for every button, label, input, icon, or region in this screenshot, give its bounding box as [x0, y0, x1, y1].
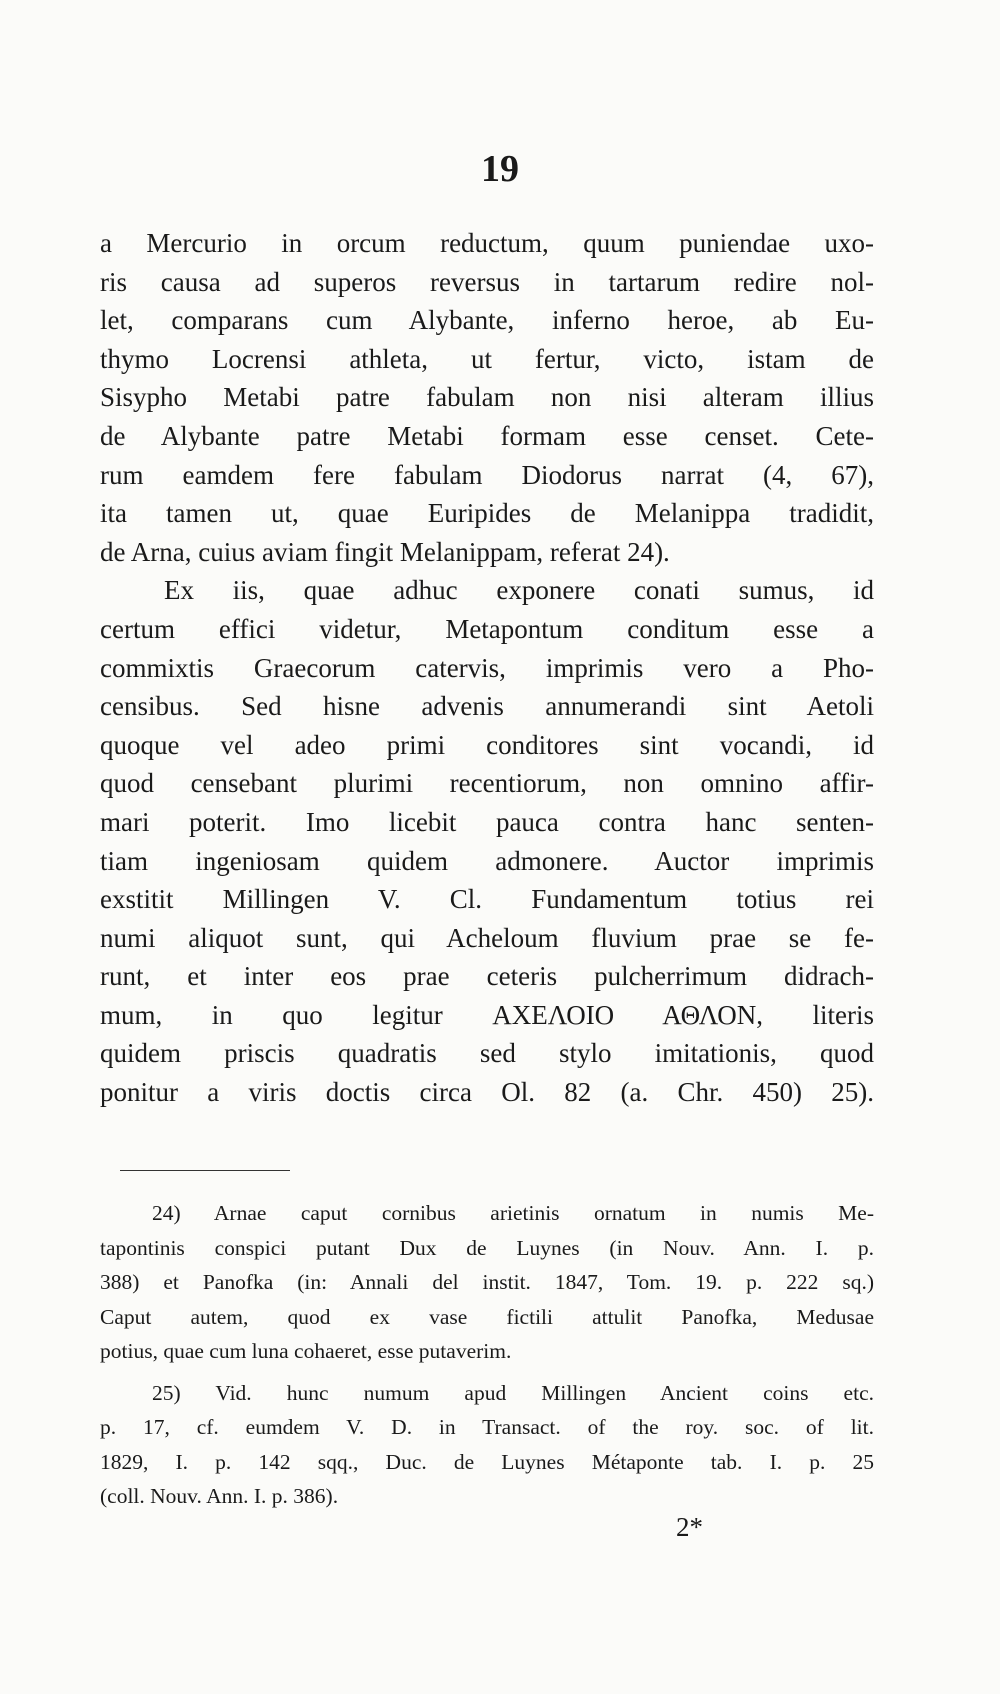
text-line: quod censebant plurimi recentiorum, non omnino affir- [100, 768, 874, 799]
text-line: certum effici videtur, Metapontum conditum esse a [100, 613, 874, 644]
text-line: exstitit Millingen V. Cl. Fundamentum totius rei [100, 884, 874, 915]
text-line: de Alybante patre Metabi formam esse censet. Cete- [100, 420, 874, 451]
text-line: let, comparans cum Alybante, inferno heroe, ab Eu- [100, 305, 874, 336]
text-line: a Mercurio in orcum reductum, quum puniendae uxo- [100, 228, 874, 258]
footnote-line: 25) Vid. hunc numum apud Millingen Ancient coins etc. [152, 1380, 874, 1405]
text-line: mari poterit. Imo licebit pauca contra hanc senten- [100, 806, 874, 837]
text-line: quoque vel adeo primi conditores sint vocandi, id [100, 729, 874, 760]
text-line: Sisypho Metabi patre fabulam non nisi alteram illius [100, 382, 874, 413]
footnote-line: 388) et Panofka (in: Annali del instit. 1847, Tom. 19. p. 222 sq.) [100, 1270, 874, 1294]
text-line: de Arna, cuius aviam fingit Melanippam, referat 24). [100, 536, 670, 567]
footnote-25 [100, 1376, 874, 1514]
footnote-line: 1829, I. p. 142 sqq., Duc. de Luynes Métaponte tab. I. p. 25 [100, 1449, 874, 1474]
footnote-divider [120, 1170, 290, 1171]
text-line: ponitur a viris doctis circa Ol. 82 (a. Chr. 450) 25). [100, 1077, 874, 1108]
page-number: 19 [481, 148, 519, 190]
footnote-line: p. 17, cf. eumdem V. D. in Transact. of the roy. soc. of lit. [100, 1415, 874, 1439]
text-line: mum, in quo legitur ΑΧΕΛΟΙΟ ΑΘΛΟΝ, literis [100, 999, 874, 1030]
main-text [100, 224, 874, 1112]
text-line: thymo Locrensi athleta, ut fertur, victo, istam de [100, 343, 874, 374]
text-line: quidem priscis quadratis sed stylo imitationis, quod [100, 1038, 874, 1069]
footnote-line: Caput autem, quod ex vase fictili attulit Panofka, Medusae [100, 1304, 874, 1329]
text-line: rum eamdem fere fabulam Diodorus narrat (4, 67), [100, 459, 874, 490]
text-line: ris causa ad superos reversus in tartarum redire nol- [100, 266, 874, 297]
footnote-line: (coll. Nouv. Ann. I. p. 386). [100, 1484, 339, 1508]
text-line: ita tamen ut, quae Euripides de Melanippa tradidit, [100, 498, 874, 529]
text-line: numi aliquot sunt, qui Acheloum fluvium prae se fe- [100, 922, 874, 953]
text-line: censibus. Sed hisne advenis annumerandi sint Aetoli [100, 691, 874, 722]
text-line: Ex iis, quae adhuc exponere conati sumus, id [164, 575, 874, 606]
text-line: commixtis Graecorum catervis, imprimis vero a Pho- [100, 652, 874, 683]
footnote-24 [100, 1196, 874, 1369]
footnote-line: potius, quae cum luna cohaeret, esse putaverim. [100, 1339, 512, 1363]
signature-mark: 2* [676, 1512, 703, 1542]
footnotes [100, 1196, 874, 1514]
text-line: tiam ingeniosam quidem admonere. Auctor imprimis [100, 845, 874, 876]
footnote-line: tapontinis conspici putant Dux de Luynes (in Nouv. Ann. I. p. [100, 1235, 874, 1260]
footnote-line: 24) Arnae caput cornibus arietinis ornatum in numis Me- [152, 1201, 874, 1225]
text-line: runt, et inter eos prae ceteris pulcherrimum didrach- [100, 961, 874, 992]
